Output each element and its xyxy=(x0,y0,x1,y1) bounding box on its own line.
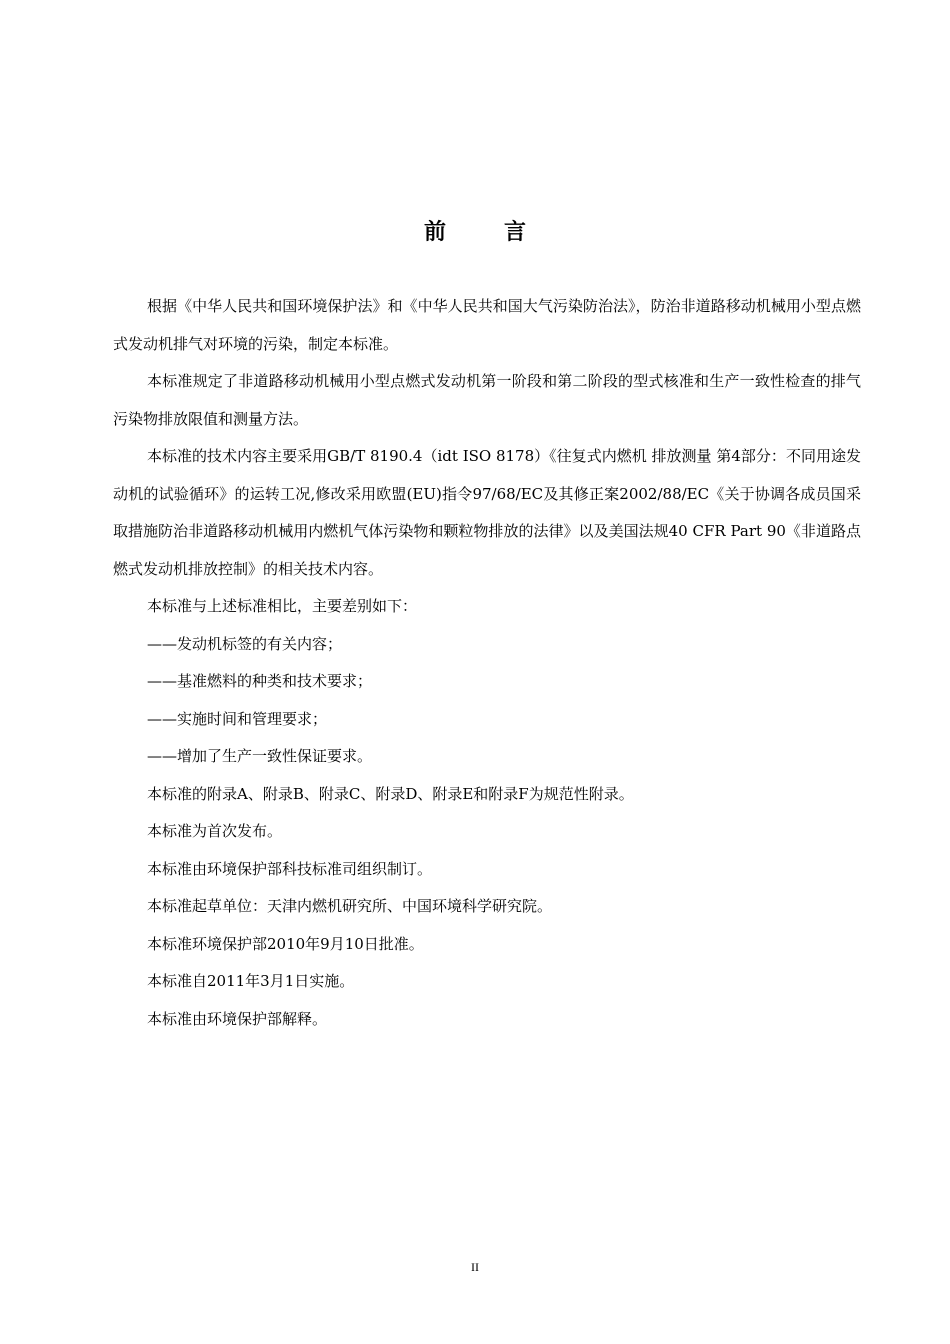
list-item-conformity: ——增加了生产一致性保证要求。 xyxy=(147,747,373,765)
list-item-reference-fuel: ——基准燃料的种类和技术要求； xyxy=(147,672,373,690)
list-item-implementation: ——实施时间和管理要求； xyxy=(147,709,328,728)
paragraph-technical-content: 本标准的技术内容主要采用GB/T 8190.4（idt ISO 8178）《往复式内燃机 排放测量 第4部分：不同用途发动机的试验循环》的运转工况,修改采用欧盟(EU)指令97/68/EC及其修正案2002/88/EC《关于协调各成员国采取措施防治非道路移动机械用内燃机气体污染物和颗粒物排放的法律》以及美国法规40 CFR Part 90《非道路点燃式发动机排放控制》的相关技术内容。 xyxy=(113,447,861,578)
page-title-char-2: 言 xyxy=(504,219,527,245)
paragraph-interpretation: 本标准由环境保护部解释。 xyxy=(147,1009,328,1028)
page-title-char-1: 前 xyxy=(423,219,446,245)
page-title xyxy=(0,217,950,249)
paragraph-organizer: 本标准由环境保护部科技标准司组织制订。 xyxy=(147,859,433,878)
preface-body xyxy=(113,288,861,1038)
paragraph-drafters: 本标准起草单位：天津内燃机研究所、中国环境科学研究院。 xyxy=(147,897,553,915)
paragraph-annexes: 本标准的附录A、附录B、附录C、附录D、附录E和附录F为规范性附录。 xyxy=(147,784,634,803)
paragraph-scope: 本标准规定了非道路移动机械用小型点燃式发动机第一阶段和第二阶段的型式核准和生产一致性检查的排气污染物排放限值和测量方法。 xyxy=(113,372,861,428)
paragraph-approval: 本标准环境保护部2010年9月10日批准。 xyxy=(147,934,424,953)
paragraph-legal-basis: 根据《中华人民共和国环境保护法》和《中华人民共和国大气污染防治法》，防治非道路移动机械用小型点燃式发动机排气对环境的污染，制定本标准。 xyxy=(113,297,861,353)
list-item-engine-label: ——发动机标签的有关内容； xyxy=(147,634,343,653)
paragraph-differences-intro: 本标准与上述标准相比，主要差别如下： xyxy=(147,597,418,615)
paragraph-first-release: 本标准为首次发布。 xyxy=(147,822,283,840)
page-number: II xyxy=(471,1260,479,1274)
paragraph-effective-date: 本标准自2011年3月1日实施。 xyxy=(147,972,355,990)
